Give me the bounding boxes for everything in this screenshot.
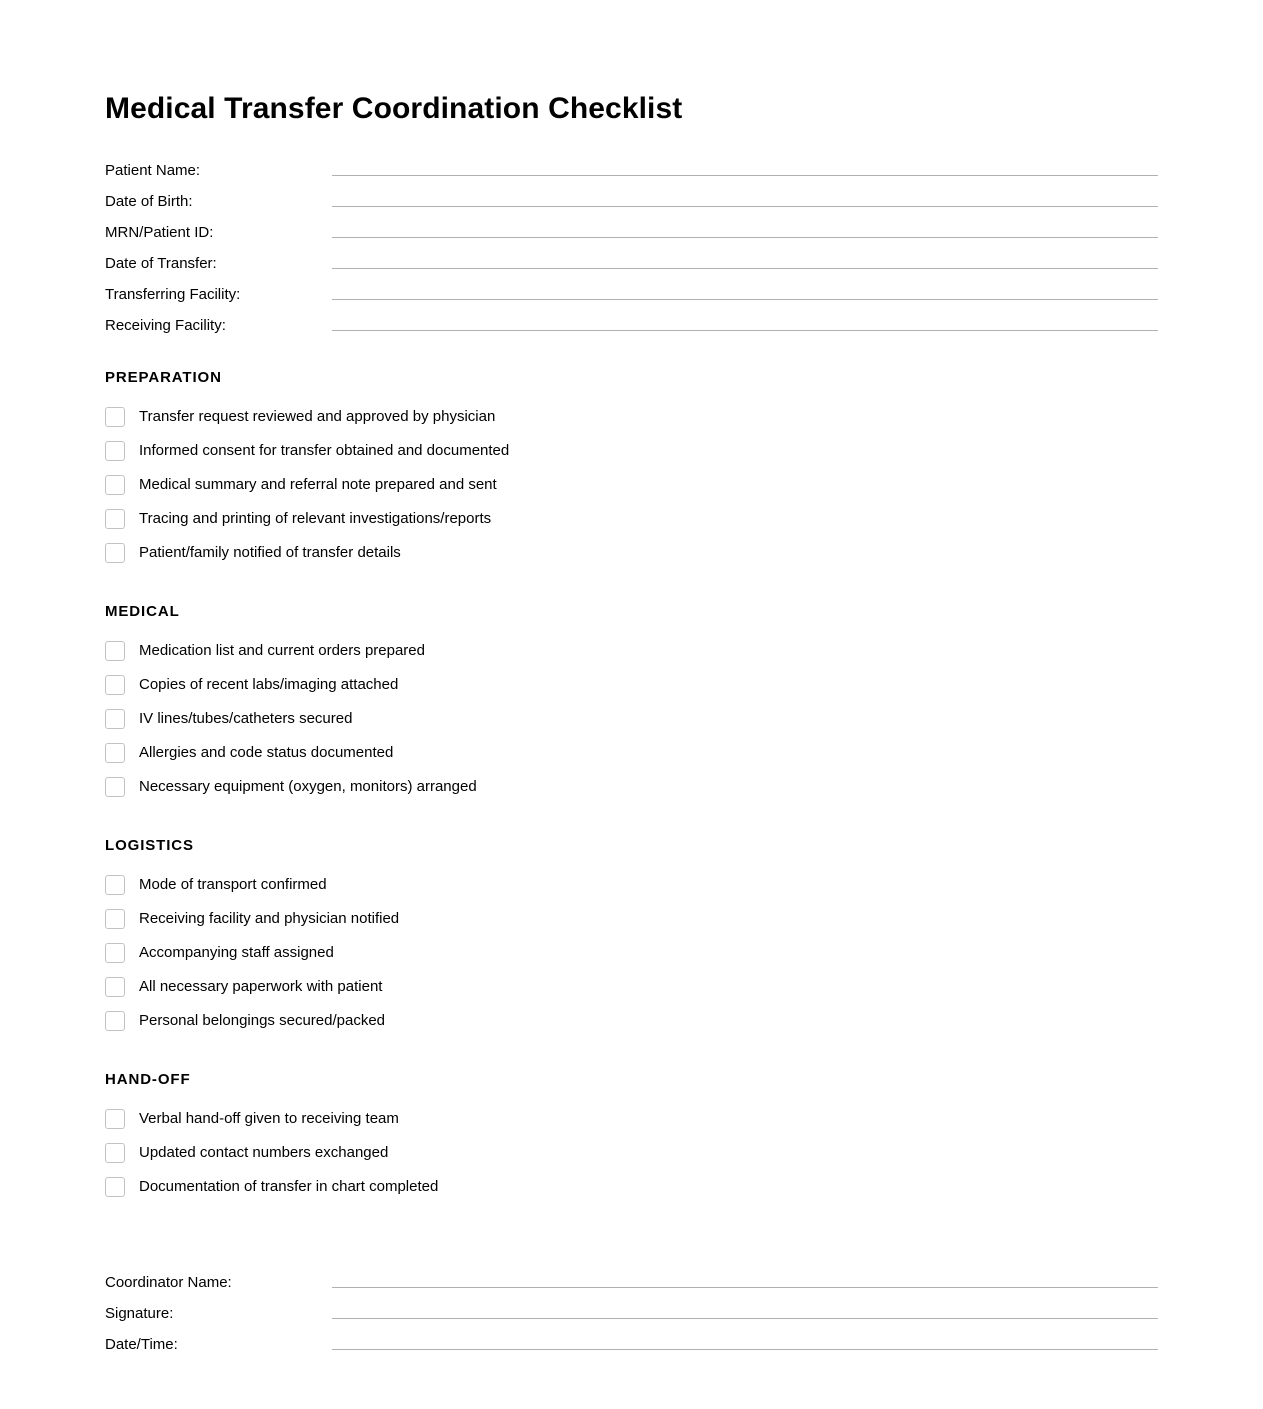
- signoff-field-row: [105, 1324, 1158, 1355]
- checkbox-icon[interactable]: [105, 407, 125, 427]
- patient-info-fields: [105, 150, 1158, 336]
- checkbox-icon[interactable]: [105, 1143, 125, 1163]
- patient-field-input[interactable]: [332, 330, 1158, 331]
- checkbox-icon[interactable]: [105, 641, 125, 661]
- checkbox-icon[interactable]: [105, 977, 125, 997]
- patient-field-row: [105, 150, 1158, 181]
- checklist-item[interactable]: [105, 1170, 1158, 1204]
- checklist: [105, 868, 1158, 1038]
- checklist-item-label: Medical summary and referral note prepared and sent: [139, 476, 497, 493]
- checklist-item-label: Copies of recent labs/imaging attached: [139, 676, 399, 693]
- patient-field-row: [105, 274, 1158, 305]
- checklist-item[interactable]: [105, 1102, 1158, 1136]
- checklist-item[interactable]: [105, 434, 1158, 468]
- section-hand-off: [105, 1070, 1158, 1204]
- checklist-item-label: Informed consent for transfer obtained and documented: [139, 442, 510, 459]
- page-title: Medical Transfer Coordination Checklist: [105, 92, 683, 125]
- checklist-item[interactable]: [105, 668, 1158, 702]
- checkbox-icon[interactable]: [105, 543, 125, 563]
- patient-field-label: Transferring Facility:: [105, 286, 241, 303]
- patient-field-row: [105, 305, 1158, 336]
- patient-field-input[interactable]: [332, 237, 1158, 238]
- checkbox-icon[interactable]: [105, 441, 125, 461]
- checklist-item-label: All necessary paperwork with patient: [139, 978, 383, 995]
- checkbox-icon[interactable]: [105, 509, 125, 529]
- checkbox-icon[interactable]: [105, 943, 125, 963]
- checklist-item-label: Personal belongings secured/packed: [139, 1012, 385, 1029]
- checklist-item-label: Necessary equipment (oxygen, monitors) arranged: [139, 778, 477, 795]
- patient-field-row: [105, 243, 1158, 274]
- patient-field-input[interactable]: [332, 268, 1158, 269]
- checklist-item-label: Patient/family notified of transfer details: [139, 544, 401, 561]
- checklist-item[interactable]: [105, 970, 1158, 1004]
- signoff-fields: [105, 1262, 1158, 1355]
- checklist-sections: [105, 368, 1158, 1204]
- checklist: [105, 634, 1158, 804]
- signoff-field-input[interactable]: [332, 1318, 1158, 1319]
- section-heading: LOGISTICS: [105, 837, 194, 854]
- checklist-item-label: IV lines/tubes/catheters secured: [139, 710, 353, 727]
- signoff-field-row: [105, 1262, 1158, 1293]
- checklist: [105, 1102, 1158, 1204]
- checkbox-icon[interactable]: [105, 909, 125, 929]
- checklist-item[interactable]: [105, 902, 1158, 936]
- checkbox-icon[interactable]: [105, 475, 125, 495]
- checkbox-icon[interactable]: [105, 875, 125, 895]
- checklist-item-label: Receiving facility and physician notified: [139, 910, 400, 927]
- section-logistics: [105, 836, 1158, 1038]
- patient-field-row: [105, 181, 1158, 212]
- checkbox-icon[interactable]: [105, 1177, 125, 1197]
- checklist-item[interactable]: [105, 536, 1158, 570]
- checklist-item-label: Allergies and code status documented: [139, 744, 394, 761]
- signoff-field-input[interactable]: [332, 1287, 1158, 1288]
- checkbox-icon[interactable]: [105, 709, 125, 729]
- checklist-item[interactable]: [105, 702, 1158, 736]
- checklist-item[interactable]: [105, 634, 1158, 668]
- checklist-item-label: Updated contact numbers exchanged: [139, 1144, 389, 1161]
- signoff-field-label: Signature:: [105, 1305, 174, 1322]
- checklist-item[interactable]: [105, 936, 1158, 970]
- checkbox-icon[interactable]: [105, 675, 125, 695]
- checklist-item[interactable]: [105, 736, 1158, 770]
- checklist-item[interactable]: [105, 502, 1158, 536]
- checklist-item-label: Medication list and current orders prepared: [139, 642, 425, 659]
- checklist-item[interactable]: [105, 1136, 1158, 1170]
- patient-field-input[interactable]: [332, 175, 1158, 176]
- checklist-item-label: Accompanying staff assigned: [139, 944, 334, 961]
- section-medical: [105, 602, 1158, 804]
- patient-field-label: MRN/Patient ID:: [105, 224, 214, 241]
- patient-field-input[interactable]: [332, 206, 1158, 207]
- checklist-item-label: Mode of transport confirmed: [139, 876, 327, 893]
- checklist-item-label: Tracing and printing of relevant investigations/reports: [139, 510, 492, 527]
- section-heading: MEDICAL: [105, 603, 180, 620]
- checkbox-icon[interactable]: [105, 1109, 125, 1129]
- patient-field-label: Receiving Facility:: [105, 317, 226, 334]
- section-heading: PREPARATION: [105, 369, 222, 386]
- checkbox-icon[interactable]: [105, 777, 125, 797]
- section-preparation: [105, 368, 1158, 570]
- checklist: [105, 400, 1158, 570]
- patient-field-row: [105, 212, 1158, 243]
- checklist-item[interactable]: [105, 770, 1158, 804]
- signoff-field-label: Coordinator Name:: [105, 1274, 232, 1291]
- patient-field-label: Date of Birth:: [105, 193, 193, 210]
- signoff-field-row: [105, 1293, 1158, 1324]
- checklist-item[interactable]: [105, 868, 1158, 902]
- checklist-item-label: Documentation of transfer in chart completed: [139, 1178, 439, 1195]
- checklist-item-label: Verbal hand-off given to receiving team: [139, 1110, 399, 1127]
- signoff-field-input[interactable]: [332, 1349, 1158, 1350]
- patient-field-label: Date of Transfer:: [105, 255, 217, 272]
- signoff-field-label: Date/Time:: [105, 1336, 178, 1353]
- patient-field-input[interactable]: [332, 299, 1158, 300]
- patient-field-label: Patient Name:: [105, 162, 201, 179]
- checklist-item[interactable]: [105, 1004, 1158, 1038]
- checklist-item[interactable]: [105, 400, 1158, 434]
- checklist-item-label: Transfer request reviewed and approved by physician: [139, 408, 496, 425]
- section-heading: HAND-OFF: [105, 1071, 191, 1088]
- checkbox-icon[interactable]: [105, 1011, 125, 1031]
- checkbox-icon[interactable]: [105, 743, 125, 763]
- checklist-item[interactable]: [105, 468, 1158, 502]
